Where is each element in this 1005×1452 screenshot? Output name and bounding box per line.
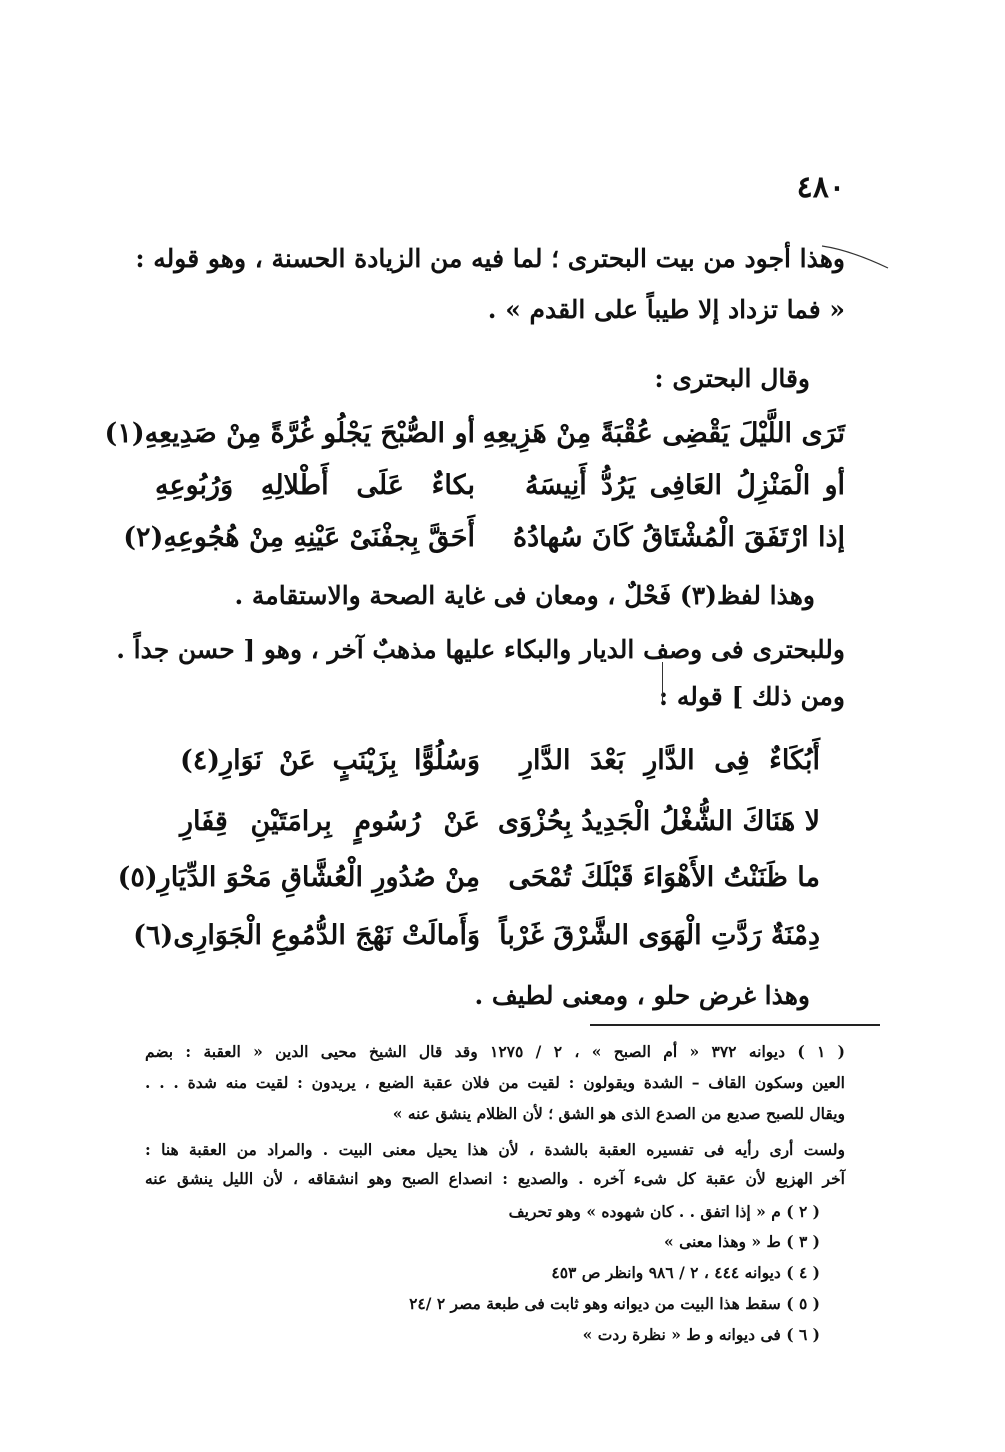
- footnote-2: ( ٢ ) م « إذا اتفق . . كان شهوده » وهو تحريف: [508, 1202, 820, 1221]
- footnote-5: ( ٥ ) سقط هذا البيت من ديوانه وهو ثابت فى طبعة مصر ٢ /٢٤: [409, 1294, 820, 1313]
- verse-first-hemistich: لا هَنَاكَ الشُّغْلُ الْجَدِيدُ بِحُزْوَى: [497, 806, 820, 837]
- paragraph-4-line-1: وللبحترى فى وصف الديار والبكاء عليها مذهبٌ آخر ، وهو [ حسن جداً .: [116, 635, 845, 664]
- verse-row: [104, 418, 845, 466]
- verse-second-hemistich: وَأَمالَتْ نَهْجَ الدُّمُوعِ الْجَوَارِى(٦): [133, 920, 480, 951]
- verse-second-hemistich: أو الصُّبْحَ يَجْلُو غُرَّةً مِنْ صَدِيعِهِ(١): [104, 418, 475, 449]
- footnote-3: ( ٣ ) ط « وهذا معنى »: [664, 1232, 820, 1251]
- footnote-6: ( ٦ ) فى ديوانه و ط « نظرة ردت »: [582, 1325, 820, 1344]
- verse-second-hemistich: عَنْ رُسُومٍ بِرامَتَيْنِ قِفَارِ: [180, 806, 480, 837]
- verse-first-hemistich: تَرَى اللَّيْلَ يَقْضِى عُقْبَةً مِنْ هَزِيعِهِ: [482, 418, 845, 449]
- paragraph-1-line-1: وهذا أجود من بيت البحترى ؛ لما فيه من الزيادة الحسنة ، وهو قوله :: [135, 244, 845, 273]
- verse-first-hemistich: إذا ارْتَفَقَ الْمُشْتَاقُ كَانَ سُهادُهُ: [513, 522, 845, 553]
- verse-first-hemistich: أَبُكَاءٌ فِى الدَّارِ بَعْدَ الدَّارِ: [520, 745, 820, 776]
- paragraph-5: وهذا غرض حلو ، ومعنى لطيف .: [474, 981, 810, 1010]
- verse-second-hemistich: أَحَقَّ بِجفْنَىْ عَيْنِهِ مِنْ هُجُوعِهِ(٢): [123, 522, 475, 553]
- verse-first-hemistich: أو الْمَنْزِلُ العَافِى يَرُدُّ أَنِيسَهُ: [525, 470, 845, 501]
- verse-second-hemistich: وَسُلُوًّا بِزَيْنَبٍ عَنْ نَوَارِ(٤): [180, 745, 480, 776]
- verse-first-hemistich: ما ظَنَنْتُ الأَهْوَاءَ قَبْلَكَ تُمْحَى: [508, 862, 820, 893]
- margin-pen-mark: [662, 662, 663, 702]
- footnote-1-line-4: ولست أرى رأيه فى تفسيره العقبة بالشدة ، لأن هذا يحيل معنى البيت . والمراد من العقبة هنا :: [145, 1140, 845, 1159]
- paragraph-1-line-2: « فما تزداد إلا طيباً على القدم » .: [487, 295, 845, 324]
- page-number: ٤٨٠: [796, 170, 845, 205]
- paragraph-2: وقال البحترى :: [654, 364, 810, 393]
- footnote-separator: [590, 1024, 880, 1026]
- verse-row: [180, 745, 820, 793]
- footnote-1-line-2: العين وسكون القاف – الشدة ويقولون : لقيت من فلان عقبة الضبع ، يريدون : لقيت منه شدة . . .: [145, 1073, 845, 1092]
- paragraph-4-line-2: ومن ذلك ] قوله :: [658, 682, 845, 711]
- verse-first-hemistich: دِمْنَةٌ رَدَّتِ الْهَوَى الشَّرْقَ غَرْباً: [499, 920, 820, 951]
- verse-row: [123, 522, 845, 570]
- footnote-4: ( ٤ ) ديوانه ٤٤٤ ، ٢ / ٩٨٦ وانظر ص ٤٥٣: [551, 1263, 820, 1282]
- verse-row: [155, 470, 845, 518]
- verse-second-hemistich: مِنْ صُدُورِ الْعُشَّاقِ مَحْوَ الدِّيَارِ(٥): [117, 862, 480, 893]
- verse-row: [180, 806, 820, 854]
- verse-row: [117, 862, 820, 910]
- footnote-1-line-3: ويقال للصبح صديع من الصدع الذى هو الشق ؛ لأن الظلام ينشق عنه »: [392, 1104, 845, 1123]
- footnote-1-line-1: ( ١ ) ديوانه ٣٧٢ « أم الصبح » ، ٢ / ١٢٧٥ وقد قال الشيخ محيى الدين « العقبة : بضم: [145, 1042, 846, 1061]
- verse-second-hemistich: بكاءٌ عَلَى أَطْلالِهِ وَرُبُوعِهِ: [155, 470, 475, 501]
- verse-row: [133, 920, 820, 968]
- footnote-1-line-5: آخر الهزيع لأن عقبة كل شىء آخره . والصديع : انصداع الصبح وهو انشقاقه ، لأن الليل ينشق عنه: [145, 1169, 845, 1188]
- paragraph-3: وهذا لفظ(٣) فَحْلٌ ، ومعان فى غاية الصحة والاستقامة .: [234, 581, 815, 610]
